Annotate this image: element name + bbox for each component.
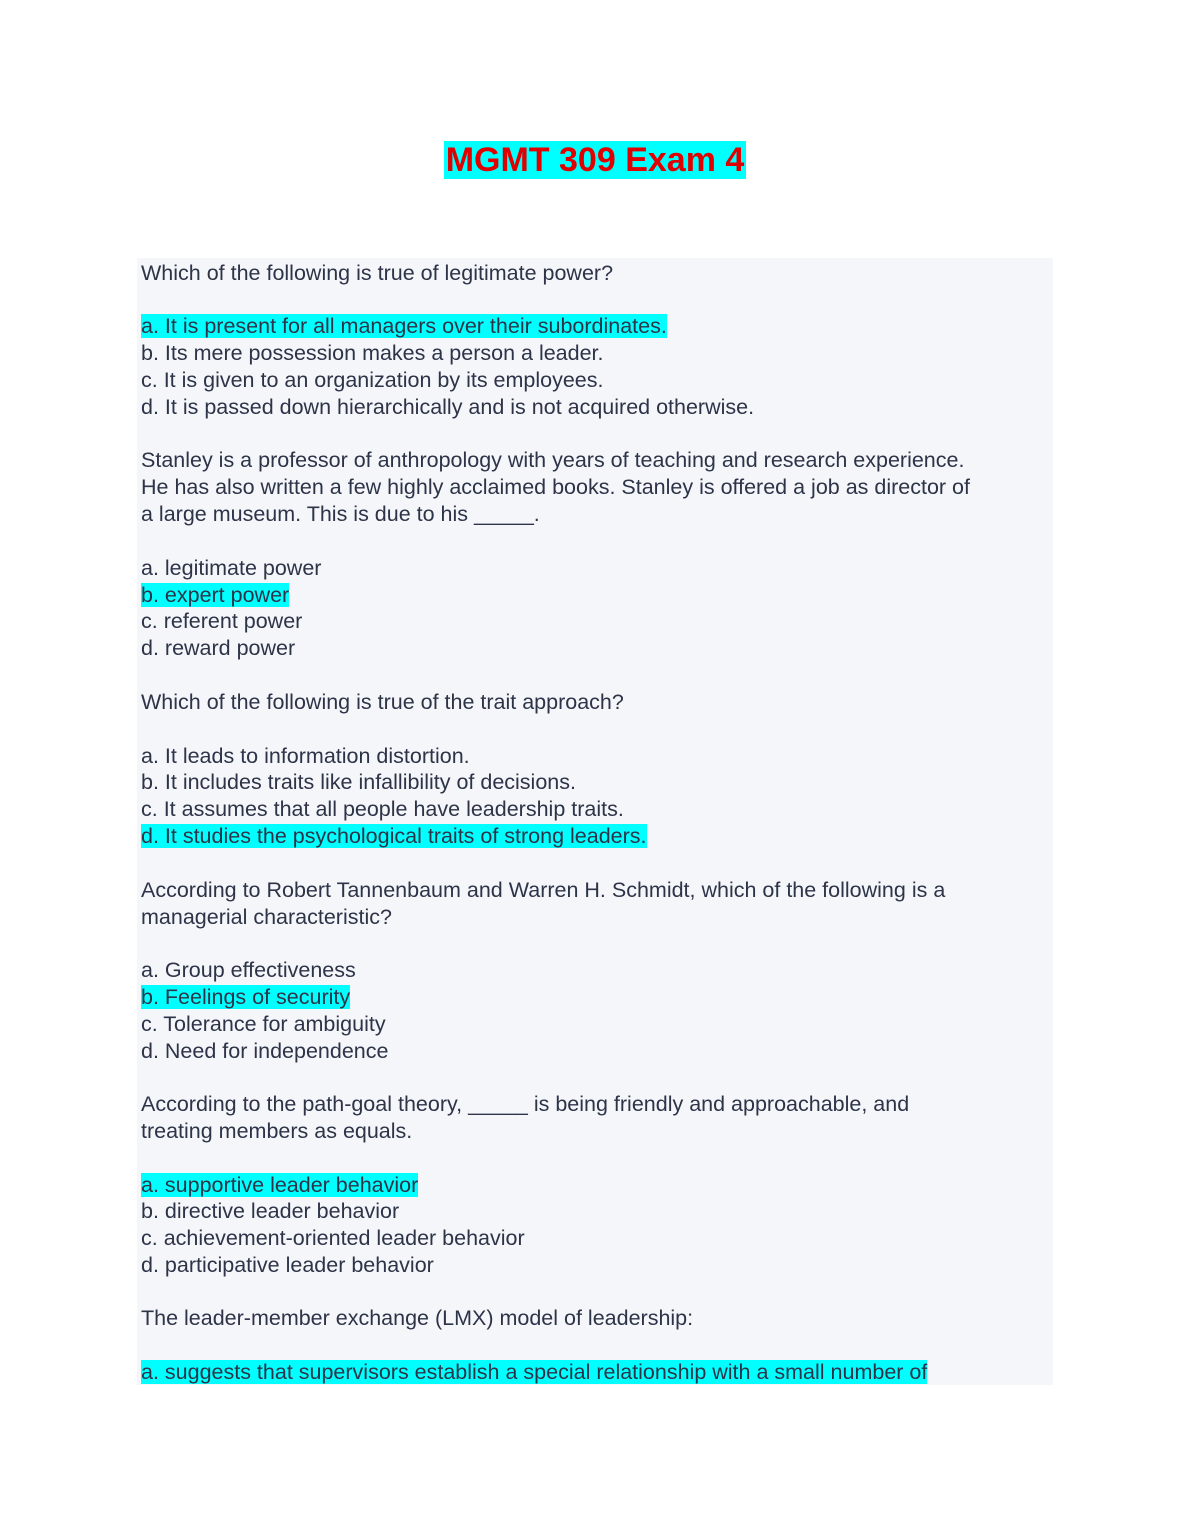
highlighted-answer: b. Feelings of security (141, 985, 351, 1009)
text-line: Which of the following is true of legitimate power? (141, 261, 614, 285)
line (141, 877, 945, 903)
text-line: Which of the following is true of the trait approach? (141, 690, 624, 714)
line (141, 957, 356, 983)
line (141, 1091, 909, 1117)
line (141, 1198, 399, 1224)
text-line: d. Need for independence (141, 1039, 389, 1063)
line (141, 608, 302, 634)
line (141, 1252, 434, 1278)
line (141, 313, 667, 339)
line (141, 1305, 693, 1331)
line (141, 474, 970, 500)
text-line: c. Tolerance for ambiguity (141, 1012, 386, 1036)
line (141, 1118, 412, 1144)
line (141, 1038, 388, 1064)
line (141, 635, 295, 661)
text-line: c. achievement-oriented leader behavior (141, 1226, 525, 1250)
highlighted-answer: b. expert power (141, 583, 290, 607)
line (141, 501, 540, 527)
line (141, 1172, 418, 1198)
line (141, 796, 624, 822)
line (141, 555, 321, 581)
text-line: d. It is passed down hierarchically and is not acquired otherwise. (141, 395, 755, 419)
line (141, 689, 624, 715)
line (141, 823, 647, 849)
text-line: a. Group effectiveness (141, 958, 356, 982)
line (141, 769, 576, 795)
text-line: a large museum. This is due to his _____. (141, 502, 540, 526)
highlighted-answer: d. It studies the psychological traits of strong leaders. (141, 824, 647, 848)
text-line: c. referent power (141, 609, 303, 633)
line (141, 582, 289, 608)
text-line: According to the path-goal theory, _____ is being friendly and approachable, and (141, 1092, 910, 1116)
highlighted-answer: a. suggests that supervisors establish a special relationship with a small number of (141, 1360, 928, 1384)
line (141, 340, 604, 366)
line (141, 367, 604, 393)
line (141, 1011, 386, 1037)
text-line: b. directive leader behavior (141, 1199, 400, 1223)
line (141, 743, 470, 769)
text-line: treating members as equals. (141, 1119, 413, 1143)
text-line: c. It assumes that all people have leadership traits. (141, 797, 624, 821)
text-line: a. It leads to information distortion. (141, 744, 470, 768)
text-line: The leader-member exchange (LMX) model of leadership: (141, 1306, 694, 1330)
text-line: According to Robert Tannenbaum and Warren H. Schmidt, which of the following is a (141, 878, 946, 902)
line (141, 1359, 927, 1385)
line (141, 904, 392, 930)
text-line: c. It is given to an organization by its employees. (141, 368, 604, 392)
text-line: He has also written a few highly acclaimed books. Stanley is offered a job as director of (141, 475, 970, 499)
text-line: a. legitimate power (141, 556, 322, 580)
text-line: d. reward power (141, 636, 296, 660)
text-line: d. participative leader behavior (141, 1253, 434, 1277)
text-line: b. It includes traits like infallibility of decisions. (141, 770, 576, 794)
highlighted-answer: a. supportive leader behavior (141, 1173, 419, 1197)
line (141, 260, 613, 286)
line (141, 394, 754, 420)
text-line: managerial characteristic? (141, 905, 392, 929)
document-title: MGMT 309 Exam 4 (445, 141, 745, 179)
highlighted-answer: a. It is present for all managers over their subordinates. (141, 314, 667, 338)
line (141, 984, 350, 1010)
text-line: b. Its mere possession makes a person a leader. (141, 341, 604, 365)
text-line: Stanley is a professor of anthropology with years of teaching and research experience. (141, 448, 965, 472)
line (141, 1225, 525, 1251)
line (141, 447, 964, 473)
